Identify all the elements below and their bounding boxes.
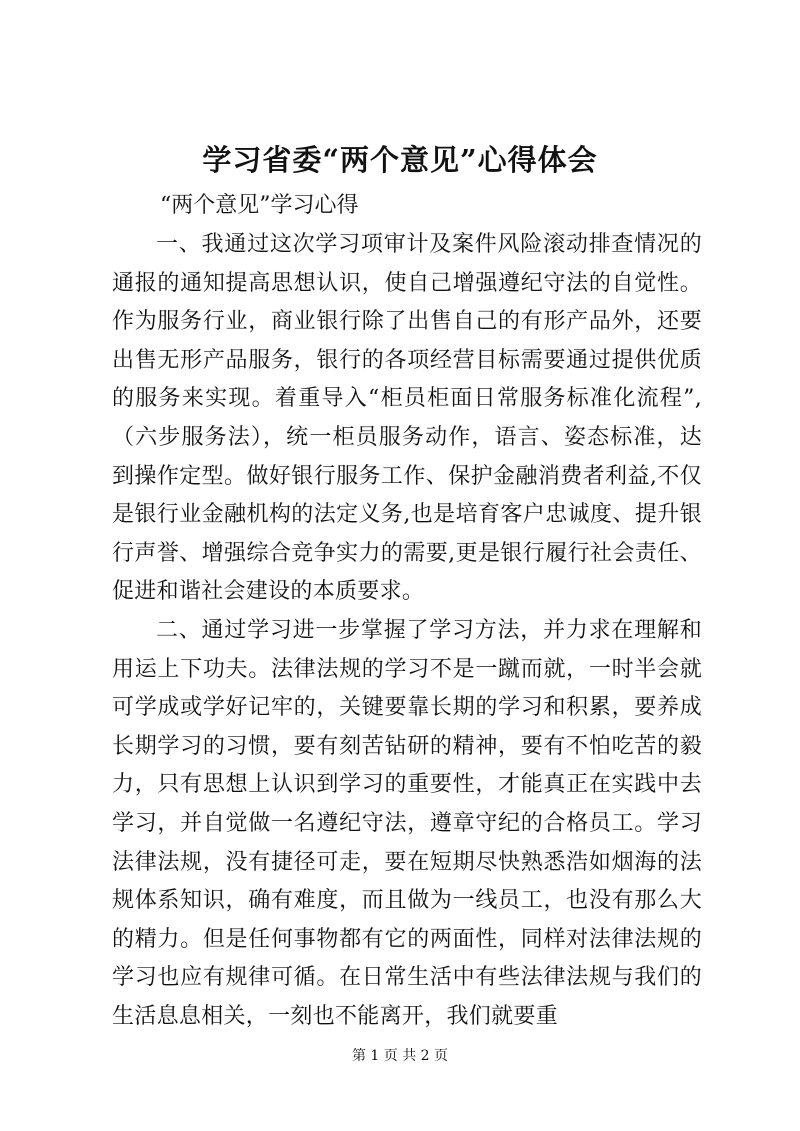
document-subtitle: “两个意见”学习心得 <box>160 193 359 218</box>
document-body <box>112 226 702 1036</box>
paragraph-1: 一、我通过这次学习项审计及案件风险滚动排查情况的通报的通知提高思想认识，使自己增强遵纪守法的自觉性。作为服务行业，商业银行除了出售自己的有形产品外，还要出售无形产品服务，银行的各项经营目标需要通过提供优质的服务来实现。着重导入“柜员柜面日常服务标准化流程”,（六步服务法），统一柜员服务动作，语言、姿态标准，达到操作定型。做好银行服务工作、保护金融消费者利益,不仅是银行业金融机构的法定义务,也是培育客户忠诚度、提升银行声誉、增强综合竞争实力的需要,更是银行履行社会责任、促进和谐社会建设的本质要求。 <box>112 232 702 605</box>
document-title: 学习省委“两个意见”心得体会 <box>202 143 598 177</box>
page-footer: 第 1 页 共 2 页 <box>351 1048 449 1064</box>
paragraph-2: 二、通过学习进一步掌握了学习方法，并力求在理解和用运上下功夫。法律法规的学习不是一蹴而就，一时半会就可学成或学好记牢的，关键要靠长期的学习和积累，要养成长期学习的习惯，要有刻苦钻研的精神，要有不怕吃苦的毅力，只有思想上认识到学习的重要性，才能真正在实践中去学习，并自觉做一名遵纪守法，遵章守纪的合格员工。学习法律法规，没有捷径可走，要在短期尽快熟悉浩如烟海的法规体系知识，确有难度，而且做为一线员工，也没有那么大的精力。但是任何事物都有它的两面性，同样对法律法规的学习也应有规律可循。在日常生活中有些法律法规与我们的生活息息相关，一刻也不能离开，我们就要重 <box>112 617 702 1029</box>
